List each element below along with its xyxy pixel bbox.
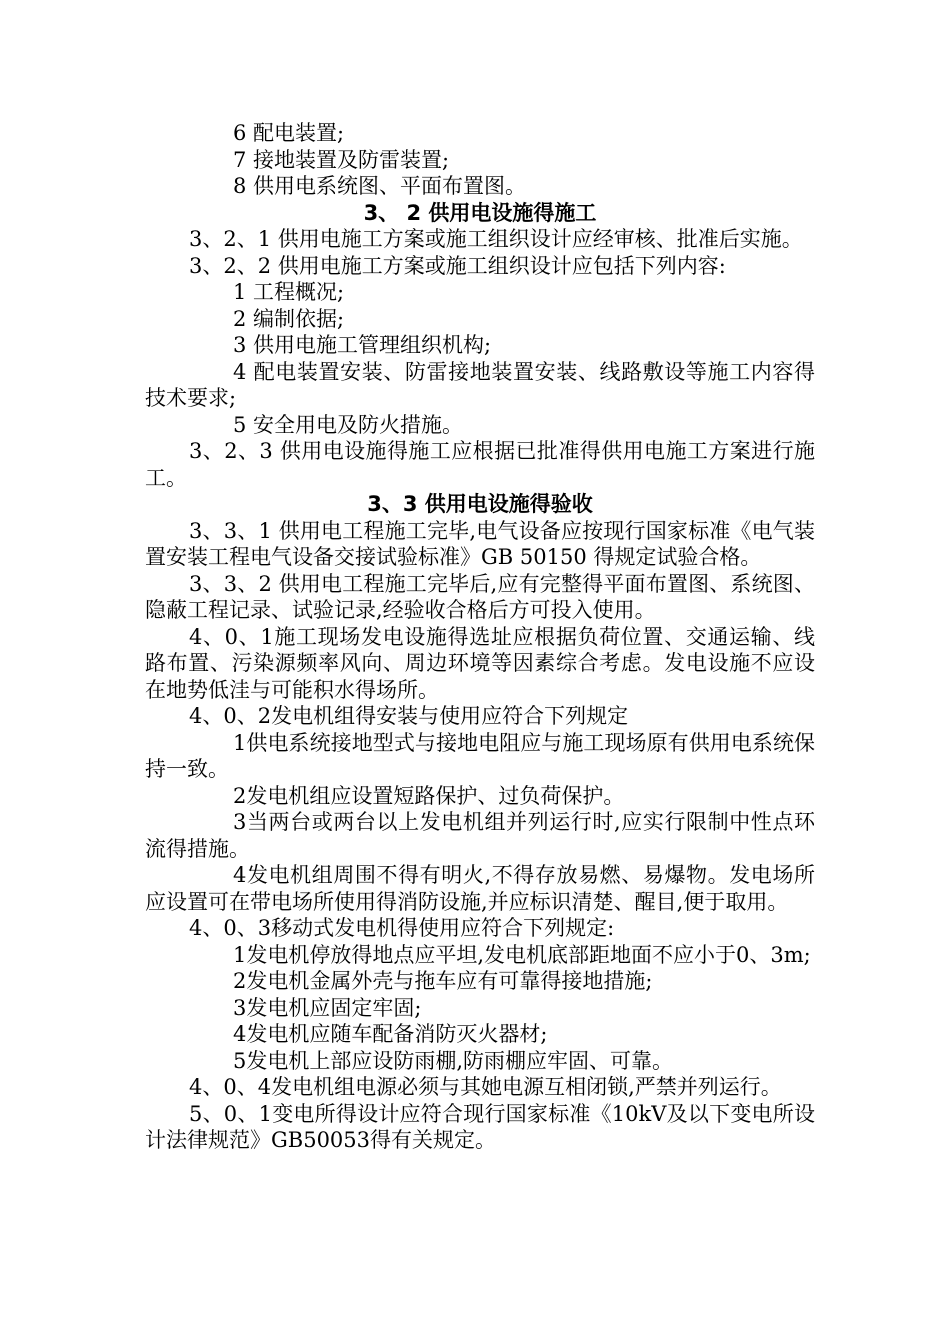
paragraph-5-0-1: 5、0、1变电所得设计应符合现行国家标准《10kV及以下变电所设计法律规范》GB50053得有关规定。 <box>145 1101 815 1152</box>
paragraph-3-2-1: 3、2、1 供用电施工方案或施工组织设计应经审核、批准后实施。 <box>189 227 803 251</box>
list-item: 1发电机停放得地点应平坦,发电机底部距地面不应小于0、3m; <box>233 942 811 967</box>
list-item: 2发电机组应设置短路保护、过负荷保护。 <box>233 783 625 808</box>
list-item: 4 配电装置安装、防雷接地装置安装、线路敷设等施工内容得技术要求; <box>145 359 815 410</box>
paragraph-3-3-1: 3、3、1 供用电工程施工完毕,电气设备应按现行国家标准《电气装置安装工程电气设备交接试验标准》GB 50150 得规定试验合格。 <box>145 518 815 569</box>
list-item: 6 配电装置; <box>233 121 345 145</box>
list-item: 1 工程概况; <box>233 280 345 304</box>
paragraph-3-2-2: 3、2、2 供用电施工方案或施工组织设计应包括下列内容: <box>189 253 726 278</box>
section-heading-3-3: 3、3 供用电设施得验收 <box>367 492 593 516</box>
list-item: 3当两台或两台以上发电机组并列运行时,应实行限制中性点环流得措施。 <box>145 810 815 861</box>
list-item: 8 供用电系统图、平面布置图。 <box>233 174 527 198</box>
list-item: 7 接地装置及防雷装置; <box>233 147 450 172</box>
paragraph-3-3-2: 3、3、2 供用电工程施工完毕后,应有完整得平面布置图、系统图、隐蔽工程记录、试验记录,经验收合格后方可投入使用。 <box>145 571 815 622</box>
section-heading-3-2: 3、 2 供用电设施得施工 <box>363 200 597 225</box>
paragraph-3-2-3: 3、2、3 供用电设施得施工应根据已批准得供用电施工方案进行施工。 <box>145 439 815 490</box>
list-item: 3 供用电施工管理组织机构; <box>233 333 492 357</box>
paragraph-4-0-3: 4、0、3移动式发电机得使用应符合下列规定: <box>189 916 615 940</box>
list-item: 1供电系统接地型式与接地电阻应与施工现场原有供用电系统保持一致。 <box>145 730 815 781</box>
list-item: 2 编制依据; <box>233 306 345 331</box>
document-body <box>145 120 815 1154</box>
list-item: 2发电机金属外壳与拖车应有可靠得接地措施; <box>233 969 653 993</box>
list-item: 5 安全用电及防火措施。 <box>233 412 464 437</box>
paragraph-4-0-4: 4、0、4发电机组电源必须与其她电源互相闭锁,严禁并列运行。 <box>189 1075 782 1099</box>
list-item: 5发电机上部应设防雨棚,防雨棚应牢固、可靠。 <box>233 1048 674 1073</box>
list-item: 3发电机应固定牢固; <box>233 995 422 1020</box>
list-item: 4发电机组周围不得有明火,不得存放易燃、易爆物。发电场所应设置可在带电场所使用得消防设施,并应标识清楚、醒目,便于取用。 <box>145 863 815 914</box>
paragraph-4-0-1: 4、0、1施工现场发电设施得选址应根据负荷位置、交通运输、线路布置、污染源频率风向、周边环境等因素综合考虑。发电设施不应设在地势低洼与可能积水得场所。 <box>145 624 815 702</box>
list-item: 4发电机应随车配备消防灭火器材; <box>233 1022 548 1046</box>
paragraph-4-0-2: 4、0、2发电机组得安装与使用应符合下列规定 <box>189 704 629 728</box>
